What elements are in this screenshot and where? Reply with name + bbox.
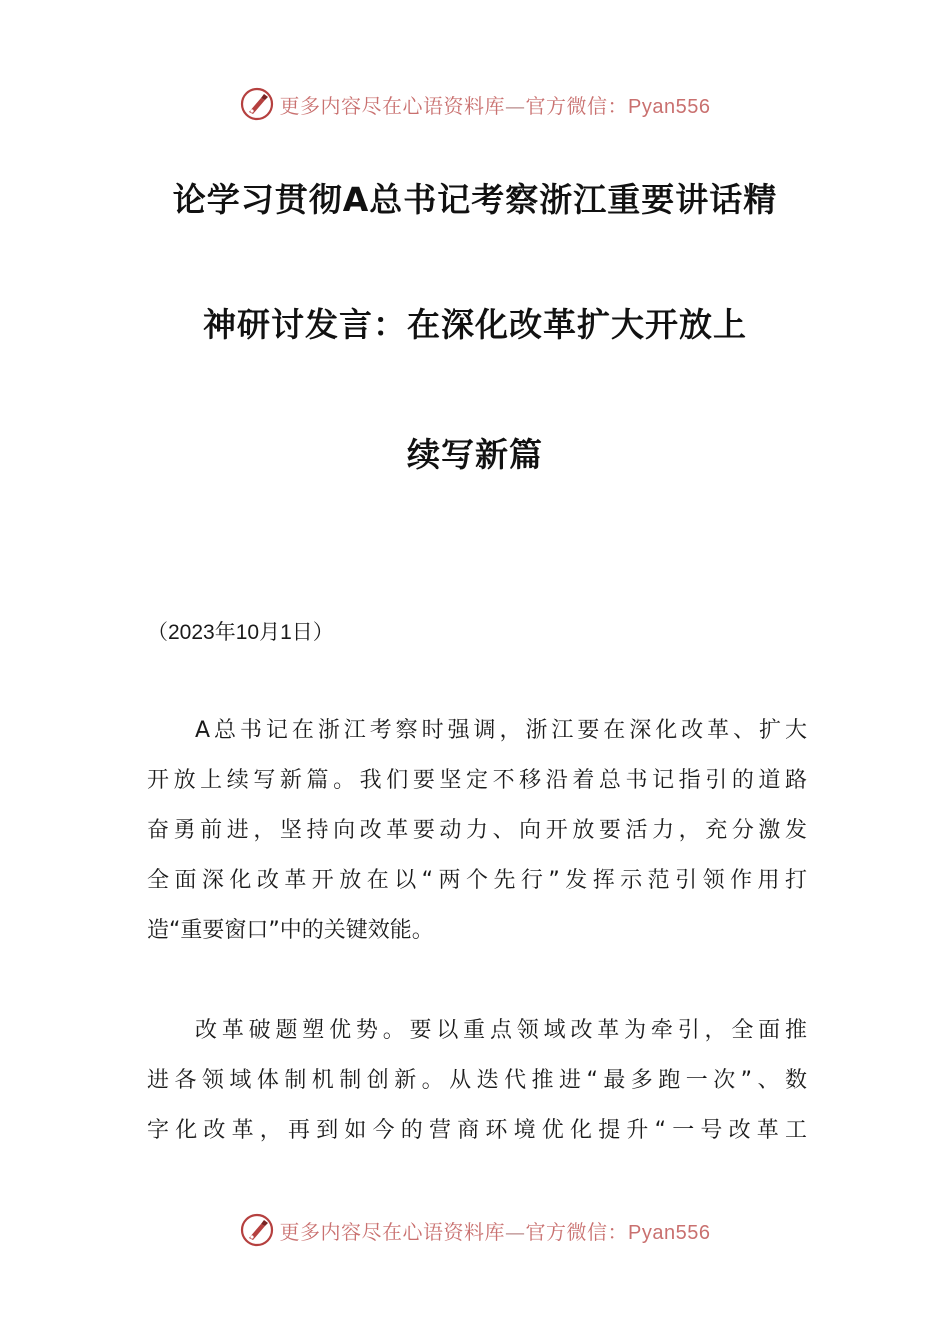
document-title-line-2: 神研讨发言：在深化改革扩大开放上 bbox=[203, 305, 747, 344]
document-title-line-1: 论学习贯彻A总书记考察浙江重要讲话精 bbox=[172, 180, 778, 219]
header-watermark bbox=[0, 84, 950, 124]
pen-nib-icon bbox=[240, 87, 274, 121]
watermark-text bbox=[280, 1216, 711, 1245]
watermark-content bbox=[240, 87, 711, 121]
paragraph-line: 造“重要窗口”中的关键效能。 bbox=[147, 918, 434, 943]
watermark-official-label: 官方微信： bbox=[525, 1219, 629, 1244]
watermark-text bbox=[280, 90, 711, 119]
paragraph-line: 进各领域体制机制创新。从迭代推进“最多跑一次”、数 bbox=[147, 1068, 807, 1093]
watermark-separator: — bbox=[505, 93, 526, 118]
pen-nib-icon bbox=[240, 1213, 274, 1247]
document-title-line-3: 续写新篇 bbox=[407, 435, 543, 474]
paragraph-line: 字化改革，再到如今的营商环境优化提升“一号改革工 bbox=[147, 1118, 807, 1143]
watermark-content bbox=[240, 1213, 711, 1247]
footer-watermark bbox=[0, 1210, 950, 1250]
body-paragraph-1 bbox=[147, 706, 807, 956]
body-paragraph-2 bbox=[147, 1006, 807, 1156]
watermark-main-text: 更多内容尽在心语资料库 bbox=[279, 1219, 506, 1244]
watermark-separator: — bbox=[505, 1219, 526, 1244]
watermark-official-label: 官方微信： bbox=[525, 93, 629, 118]
watermark-wechat-id: Pyan556 bbox=[628, 1221, 711, 1244]
watermark-wechat-id: Pyan556 bbox=[628, 95, 711, 118]
paragraph-line: 开放上续写新篇。我们要坚定不移沿着总书记指引的道路 bbox=[147, 768, 807, 793]
paragraph-line: 改革破题塑优势。要以重点领域改革为牵引，全面推 bbox=[195, 1018, 807, 1043]
document-date: （2023年10月1日） bbox=[147, 621, 334, 644]
watermark-main-text: 更多内容尽在心语资料库 bbox=[279, 93, 506, 118]
paragraph-line: A总书记在浙江考察时强调，浙江要在深化改革、扩大 bbox=[195, 718, 807, 743]
paragraph-line: 奋勇前进，坚持向改革要动力、向开放要活力，充分激发 bbox=[147, 818, 807, 843]
paragraph-line: 全面深化改革开放在以“两个先行”发挥示范引领作用打 bbox=[147, 868, 807, 893]
